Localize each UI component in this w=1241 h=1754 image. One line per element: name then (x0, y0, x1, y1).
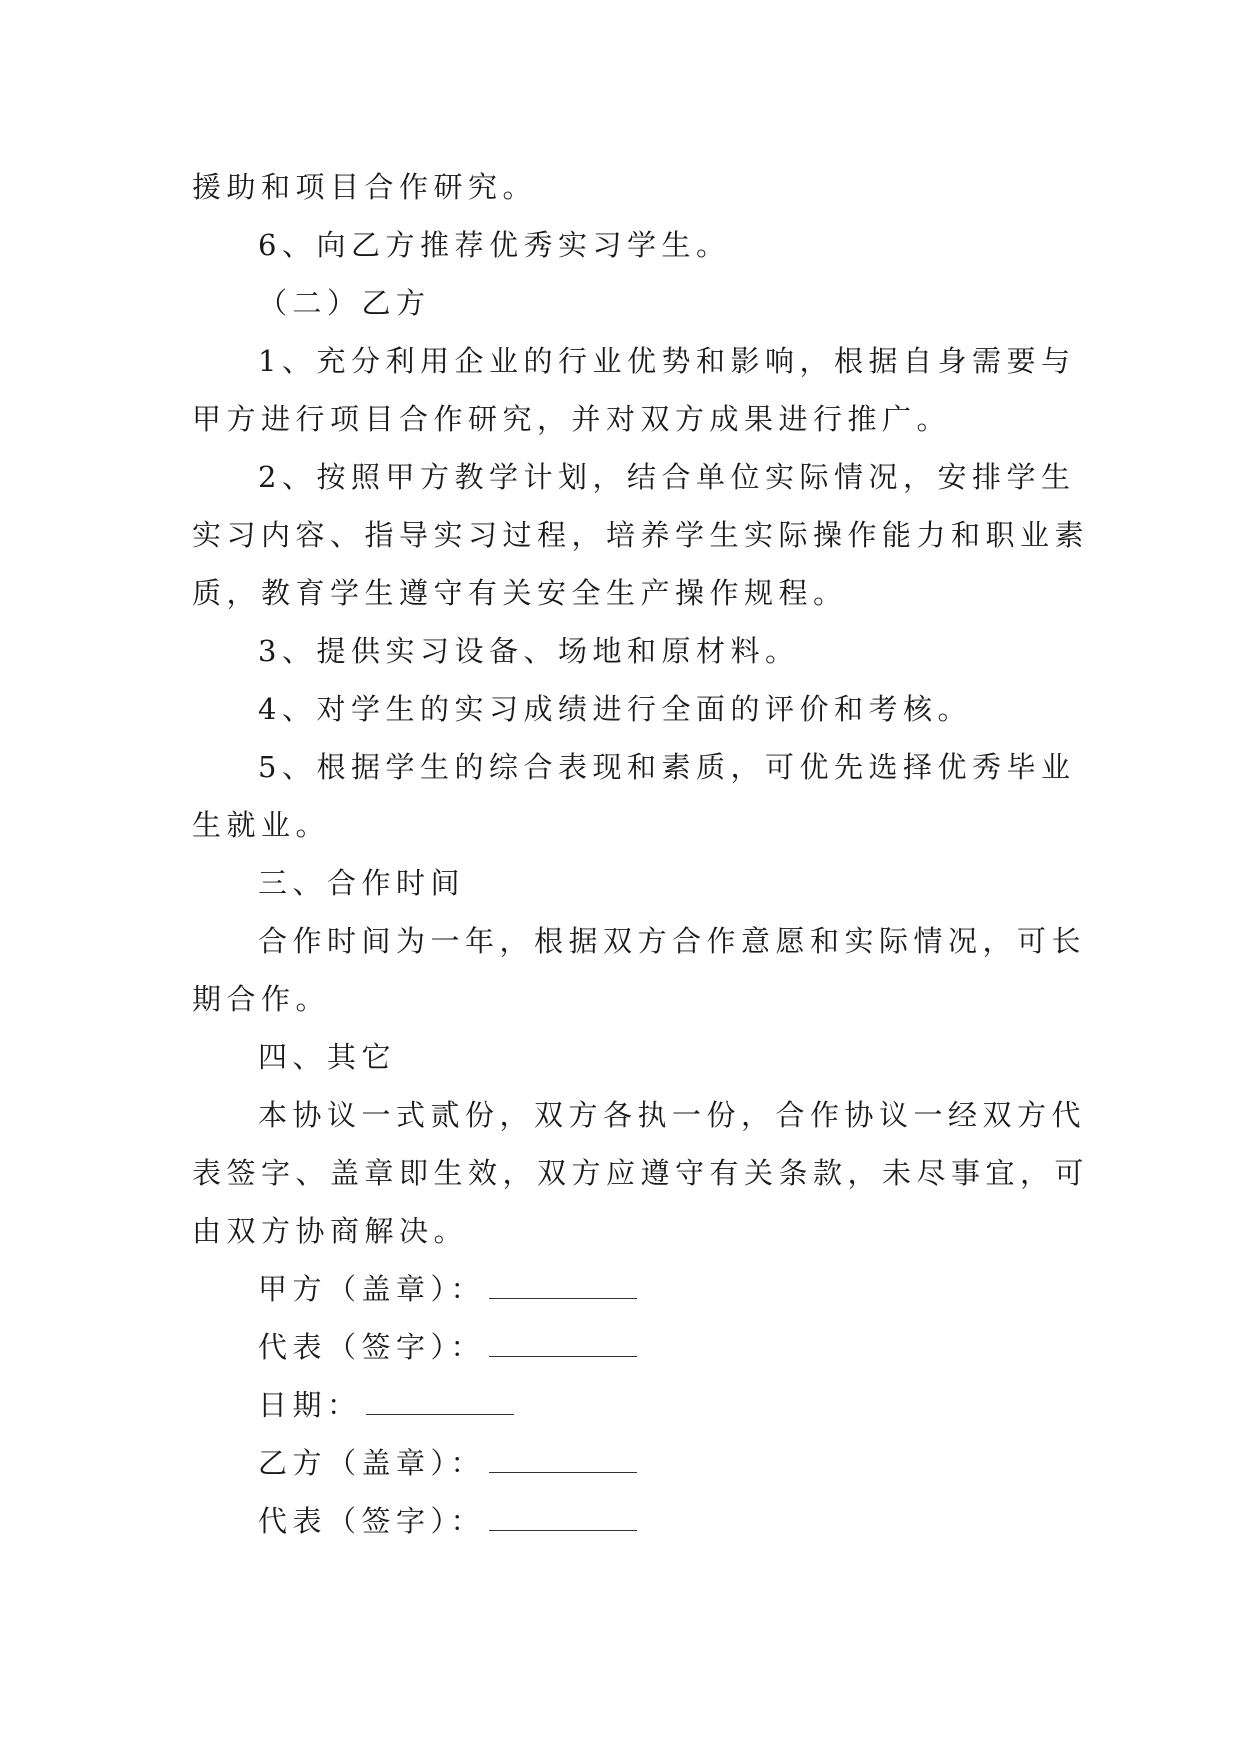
paragraph-line: 4、对学生的实习成绩进行全面的评价和考核。 (258, 692, 972, 726)
signature-blank-line[interactable] (489, 1322, 637, 1357)
paragraph-line: 实习内容、指导实习过程，培养学生实际操作能力和职业素 (192, 518, 1090, 552)
signature-label: 代表（签字）： (258, 1330, 486, 1364)
signature-label: 日期： (258, 1388, 362, 1422)
paragraph-line: 6、向乙方推荐优秀实习学生。 (258, 228, 731, 262)
paragraph-line: 甲方进行项目合作研究，并对双方成果进行推广。 (192, 402, 952, 436)
section-heading: 四、其它 (258, 1040, 397, 1074)
paragraph-line: 援助和项目合作研究。 (192, 170, 538, 204)
signature-blank-line[interactable] (489, 1496, 637, 1531)
paragraph-line: 3、提供实习设备、场地和原材料。 (258, 634, 800, 668)
section-heading: （二）乙方 (258, 286, 431, 320)
signature-row-party-a-rep (192, 1318, 1050, 1376)
paragraph-line: 生就业。 (192, 808, 331, 842)
signature-row-party-b-seal (192, 1434, 1050, 1492)
paragraph-line: 1、充分利用企业的行业优势和影响，根据自身需要与 (258, 344, 1076, 378)
signature-label: 甲方（盖章）： (258, 1272, 486, 1306)
signature-row-date (192, 1376, 1050, 1434)
paragraph-line: 表签字、盖章即生效，双方应遵守有关条款，未尽事宜，可 (192, 1156, 1090, 1190)
date-blank-line[interactable] (366, 1380, 514, 1415)
signature-row-party-a-seal (192, 1260, 1050, 1318)
paragraph-line: 期合作。 (192, 982, 331, 1016)
document-page (192, 158, 1090, 1550)
signature-blank-line[interactable] (489, 1438, 637, 1473)
signature-label: 乙方（盖章）： (258, 1446, 486, 1480)
paragraph-line: 合作时间为一年，根据双方合作意愿和实际情况，可长 (258, 924, 1087, 958)
paragraph-line: 5、根据学生的综合表现和素质，可优先选择优秀毕业 (258, 750, 1076, 784)
signature-blank-line[interactable] (489, 1264, 637, 1299)
paragraph-line: 质，教育学生遵守有关安全生产操作规程。 (192, 576, 848, 610)
section-heading: 三、合作时间 (258, 866, 466, 900)
signature-row-party-b-rep (192, 1492, 1050, 1550)
signature-label: 代表（签字）： (258, 1504, 486, 1538)
paragraph-line: 由双方协商解决。 (192, 1214, 469, 1248)
paragraph-line: 2、按照甲方教学计划，结合单位实际情况，安排学生 (258, 460, 1076, 494)
paragraph-line: 本协议一式贰份，双方各执一份，合作协议一经双方代 (258, 1098, 1087, 1132)
